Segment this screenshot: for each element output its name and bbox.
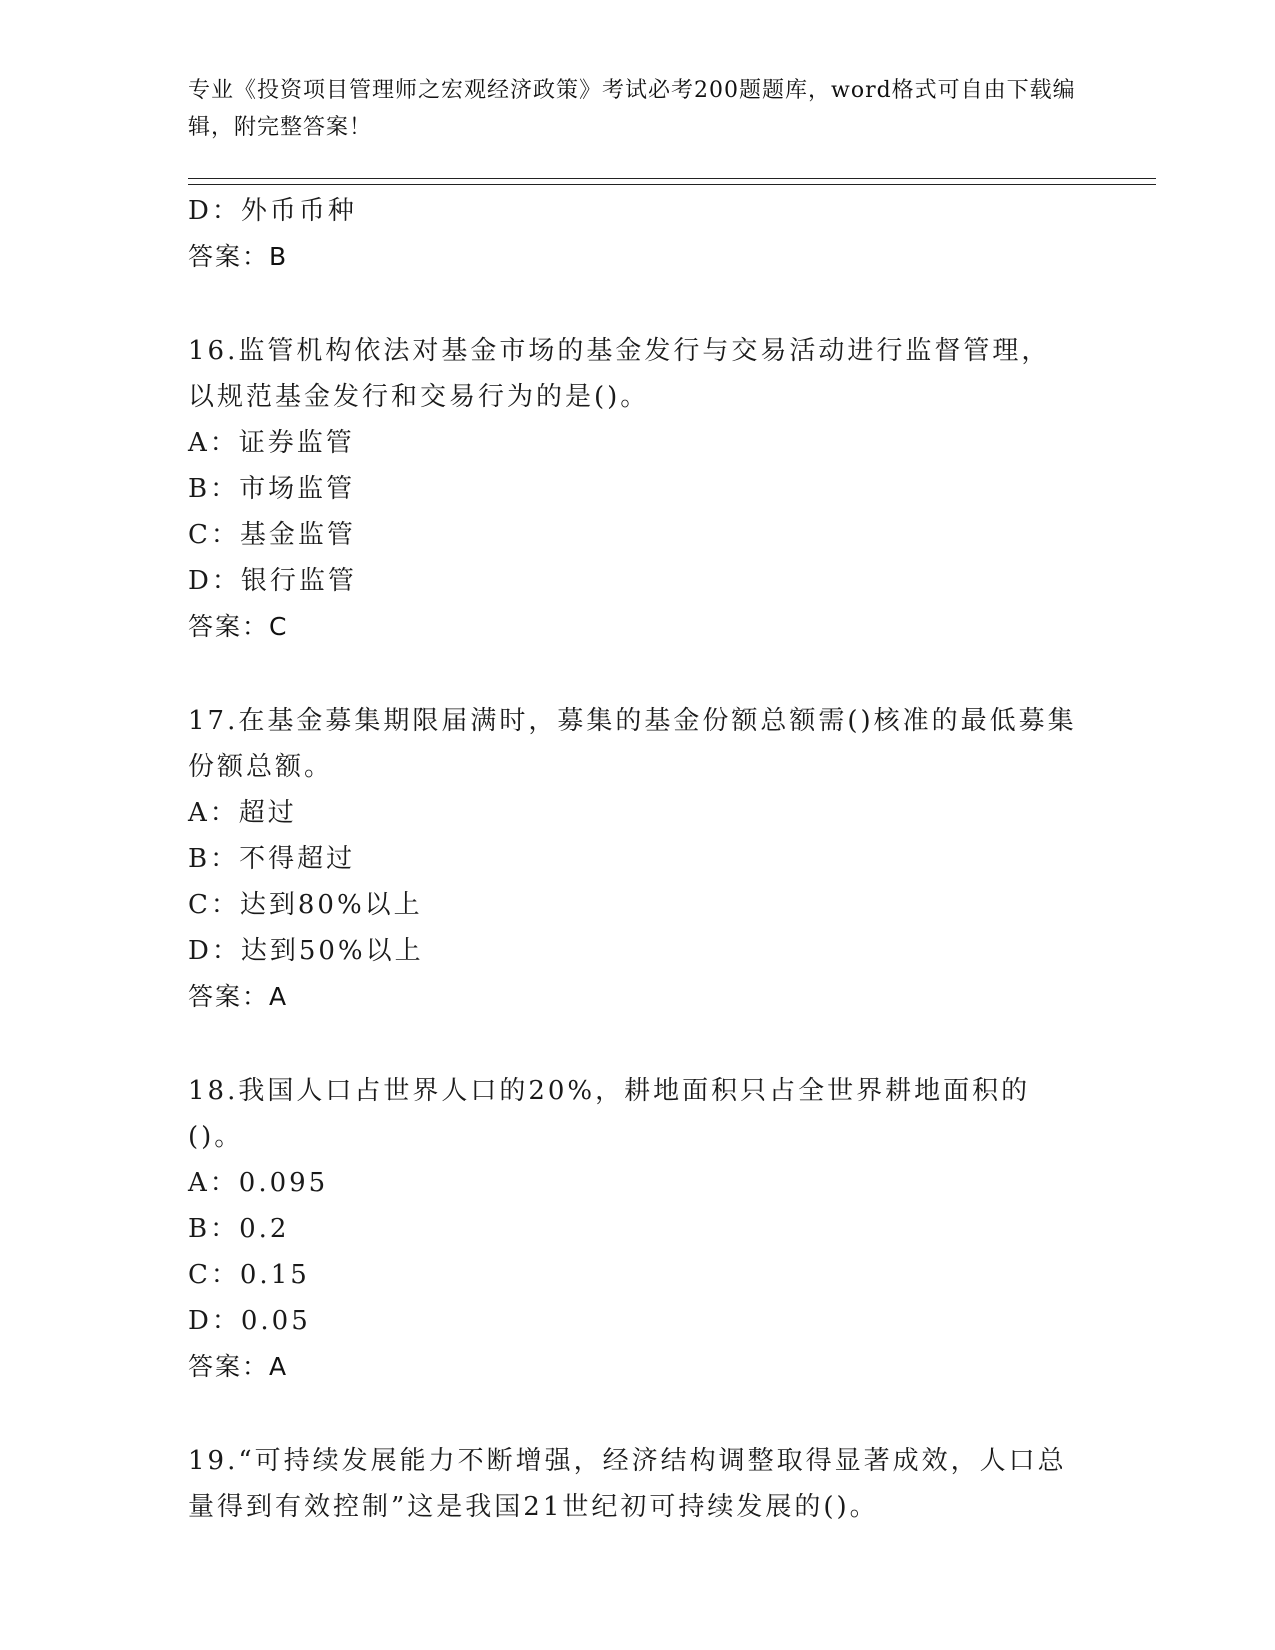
prev-option-d: D：外币币种 [188, 196, 357, 226]
option-b: B：市场监管 [188, 474, 356, 504]
option-a: A：0.095 [188, 1168, 329, 1198]
question-stem: 18.我国人口占世界人口的20%，耕地面积只占全世界耕地面积的()。 [188, 1076, 1031, 1152]
question-17 [188, 698, 1088, 1020]
option-a: A：证券监管 [188, 428, 355, 458]
option-d: D：0.05 [188, 1306, 311, 1336]
question-stem: 16.监管机构依法对基金市场的基金发行与交易活动进行监督管理，以规范基金发行和交易行为的是()。 [188, 336, 1051, 412]
option-c: C：基金监管 [188, 520, 356, 550]
question-stem: 19.“可持续发展能力不断增强，经济结构调整取得显著成效，人口总量得到有效控制”这是我国21世纪初可持续发展的()。 [188, 1446, 1067, 1522]
question-stem: 17.在基金募集期限届满时，募集的基金份额总额需()核准的最低募集份额总额。 [188, 706, 1077, 782]
prev-answer: 答案：B [188, 242, 289, 271]
document-header: 专业《投资项目管理师之宏观经济政策》考试必考200题题库，word格式可自由下载编辑，附完整答案！ [188, 78, 1076, 140]
answer: 答案：A [188, 982, 289, 1011]
option-a: A：超过 [188, 798, 297, 828]
header-divider-top [188, 178, 1156, 179]
option-b: B：不得超过 [188, 844, 356, 874]
question-18 [188, 1068, 1088, 1390]
answer: 答案：A [188, 1352, 289, 1381]
answer: 答案：C [188, 612, 289, 641]
option-c: C：0.15 [188, 1260, 310, 1290]
option-d: D：达到50%以上 [188, 936, 424, 966]
question-list [188, 188, 1088, 1530]
option-d: D：银行监管 [188, 566, 357, 596]
option-b: B：0.2 [188, 1214, 290, 1244]
question-16 [188, 328, 1088, 650]
question-19 [188, 1438, 1088, 1530]
option-c: C：达到80%以上 [188, 890, 423, 920]
header-divider-bottom [188, 184, 1156, 185]
